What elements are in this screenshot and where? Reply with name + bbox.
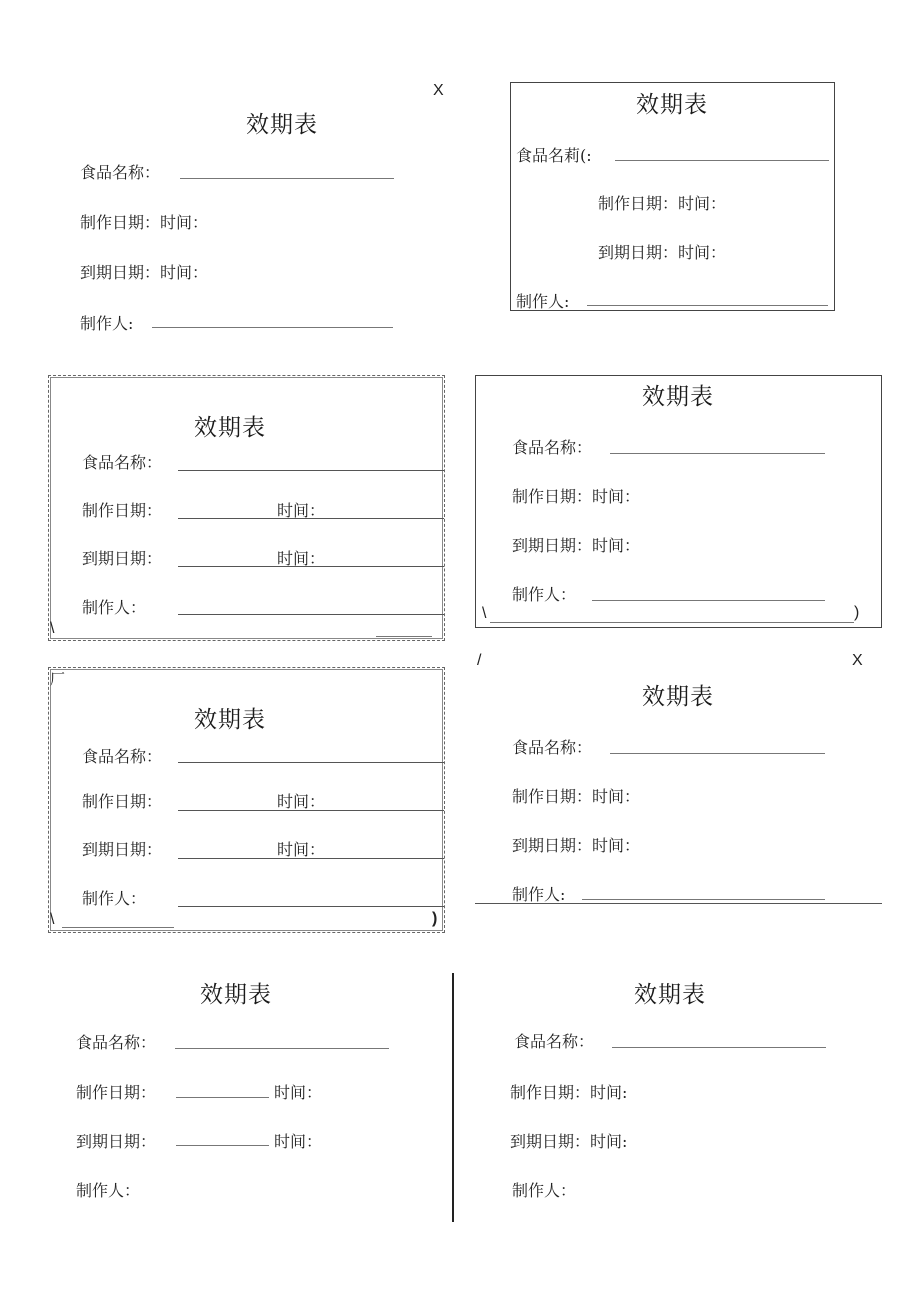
stray-x-mark: X — [852, 652, 863, 669]
made-date-label: 制作日期： — [76, 1083, 157, 1102]
stray-paren-mark: ) — [854, 604, 860, 621]
maker-label: 制作人: — [80, 314, 134, 333]
food-name-label: 食品名称： — [76, 1033, 157, 1052]
maker-line — [582, 899, 825, 900]
maker-line — [587, 305, 828, 306]
food-name-label: 食品名称： — [82, 747, 163, 766]
maker-line — [178, 614, 444, 615]
expire-date-label: 到期日期：时间： — [512, 536, 641, 555]
food-name-line — [178, 762, 444, 763]
maker-line — [152, 327, 393, 328]
made-date-line — [178, 518, 444, 519]
expire-date-label: 到期日期：时间： — [512, 836, 641, 855]
food-name-label: 食品名称： — [80, 163, 161, 182]
stray-corner-mark: 厂 — [50, 670, 66, 688]
made-time-label: 时间： — [274, 1083, 323, 1102]
label-title: 效期表 — [194, 415, 266, 441]
made-date-label: 制作日期： — [82, 501, 163, 520]
food-name-line — [178, 470, 444, 471]
food-name-line — [612, 1047, 826, 1048]
expire-time-label: 时间： — [277, 549, 326, 568]
maker-label: 制作人： — [76, 1181, 141, 1200]
label-title: 效期表 — [246, 112, 318, 138]
expire-date-line — [178, 858, 444, 859]
food-name-line — [615, 160, 829, 161]
stray-backslash-mark: \ — [50, 620, 55, 637]
made-date-label: 制作日期：时间： — [512, 787, 641, 806]
stray-paren-mark: ) — [432, 910, 438, 927]
label-title: 效期表 — [194, 707, 266, 733]
bottom-short-line — [376, 636, 432, 637]
label-title: 效期表 — [634, 982, 706, 1008]
label-title: 效期表 — [642, 384, 714, 410]
label-title: 效期表 — [200, 982, 272, 1008]
label-title: 效期表 — [642, 684, 714, 710]
expire-date-label: 到期日期： — [82, 549, 163, 568]
made-date-line — [176, 1097, 269, 1098]
expire-date-label: 到期日期： — [82, 840, 163, 859]
bottom-rule — [475, 903, 882, 904]
food-name-line — [180, 178, 394, 179]
food-name-label: 食品名称： — [512, 738, 593, 757]
maker-line — [178, 906, 444, 907]
expire-date-label: 到期日期：时间: — [510, 1132, 628, 1151]
expire-date-label: 到期日期：时间： — [80, 263, 209, 282]
food-name-line — [610, 453, 825, 454]
expire-date-label: 到期日期：时间： — [598, 243, 727, 262]
stray-backslash-mark: \ — [50, 911, 55, 928]
expire-time-label: 时间： — [277, 840, 326, 859]
bottom-short-line — [62, 927, 174, 928]
expire-date-line — [176, 1145, 269, 1146]
made-time-label: 时间： — [277, 792, 326, 811]
expire-time-label: 时间： — [274, 1132, 323, 1151]
maker-label: 制作人: — [512, 885, 566, 904]
maker-label: 制作人： — [82, 598, 147, 617]
maker-label: 制作人： — [512, 1181, 577, 1200]
stray-slash-mark: / — [477, 652, 482, 669]
food-name-label: 食品名称： — [512, 438, 593, 457]
made-time-label: 时间： — [277, 501, 326, 520]
made-date-label: 制作日期：时间： — [598, 194, 727, 213]
bottom-long-line — [490, 622, 854, 623]
made-date-line — [178, 810, 444, 811]
made-date-label: 制作日期：时间： — [80, 213, 209, 232]
food-name-label: 食品名称： — [82, 453, 163, 472]
maker-label: 制作人: — [516, 292, 570, 311]
food-name-line — [175, 1048, 389, 1049]
food-name-label: 食品名莉(: — [516, 146, 592, 165]
food-name-line — [610, 753, 825, 754]
maker-label: 制作人： — [512, 585, 577, 604]
expire-date-line — [178, 566, 444, 567]
made-date-label: 制作日期：时间： — [512, 487, 641, 506]
maker-line — [592, 600, 825, 601]
stray-backslash-mark: \ — [482, 605, 487, 622]
vertical-divider — [452, 973, 454, 1222]
stray-x-mark: X — [433, 82, 444, 99]
made-date-label: 制作日期：时间: — [510, 1083, 628, 1102]
made-date-label: 制作日期： — [82, 792, 163, 811]
maker-label: 制作人： — [82, 889, 147, 908]
label-title: 效期表 — [636, 92, 708, 118]
food-name-label: 食品名称： — [514, 1032, 595, 1051]
expire-date-label: 到期日期： — [76, 1132, 157, 1151]
